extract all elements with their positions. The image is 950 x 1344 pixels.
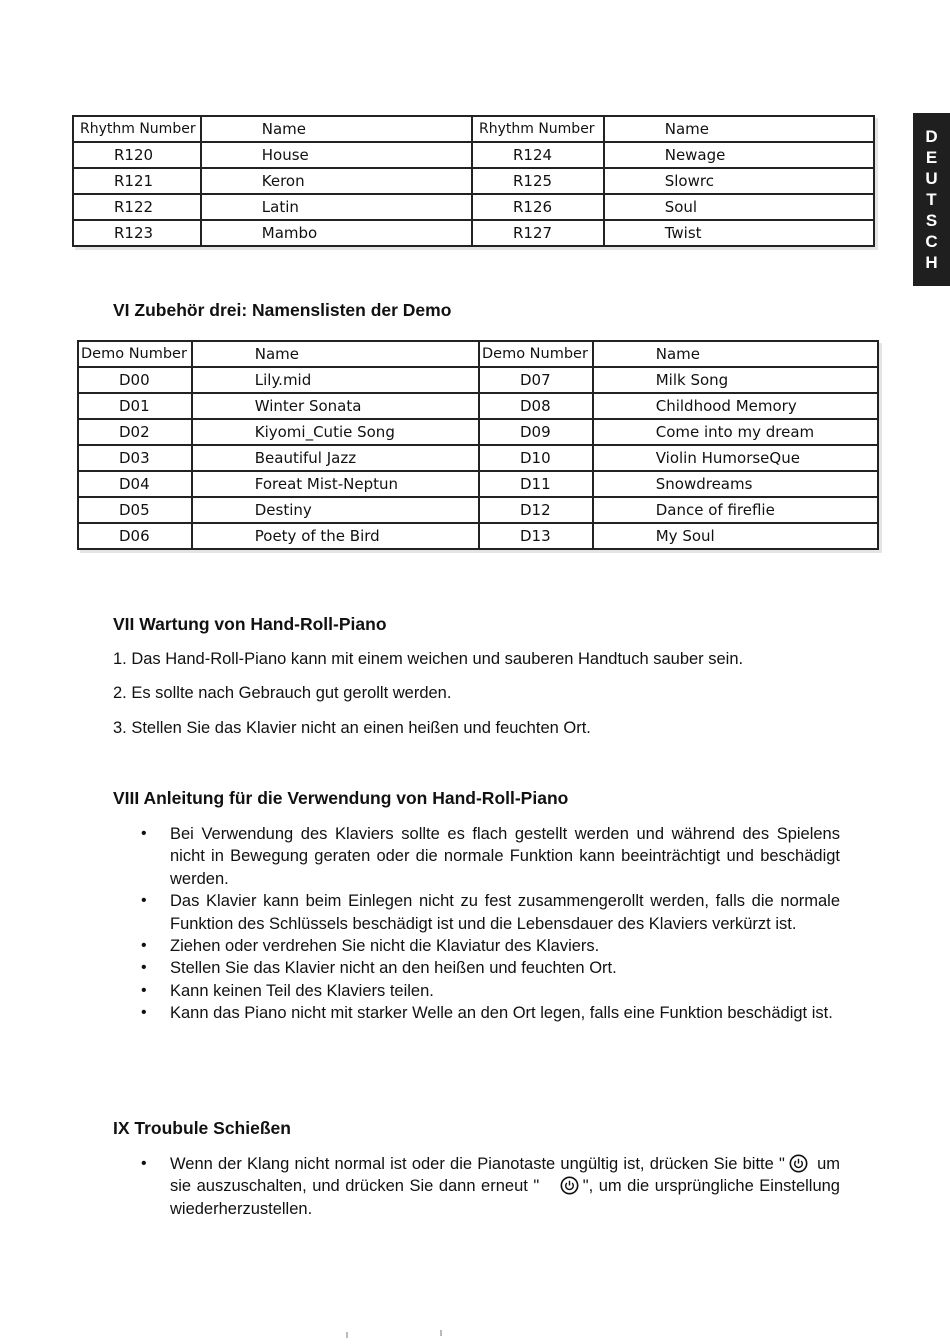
table-row (73, 168, 874, 194)
bullet-list (113, 1153, 840, 1220)
side-tab-letter: T (926, 190, 937, 209)
table-cell: Milk Song (593, 367, 878, 393)
list-item: • Stellen Sie das Klavier nicht an den heißen und feuchten Ort. (113, 957, 840, 979)
table-cell: D13 (479, 523, 593, 549)
table-row (73, 220, 874, 246)
table-cell: Poety of the Bird (192, 523, 479, 549)
list-item: • Das Klavier kann beim Einlegen nicht zu fest zusammengerollt werden, falls die normale Funktion des Schlüssels beschädigt ist und die Lebensdauer des Klaviers verkürzt ist. (113, 890, 840, 935)
column-header: Rhythm Number (472, 116, 604, 142)
table-cell: Mambo (201, 220, 472, 246)
section-heading: VII Wartung von Hand-Roll-Piano (113, 614, 387, 634)
table-cell: R122 (73, 194, 201, 220)
table-cell: Winter Sonata (192, 393, 479, 419)
column-header: Demo Number (479, 341, 593, 367)
section-heading: IX Troubule Schießen (113, 1118, 291, 1138)
table-cell: D11 (479, 471, 593, 497)
table-row (78, 393, 878, 419)
column-header: Name (201, 116, 472, 142)
table-cell: Kiyomi_Cutie Song (192, 419, 479, 445)
table-cell: My Soul (593, 523, 878, 549)
table-row (78, 471, 878, 497)
table-cell: House (201, 142, 472, 168)
table-cell: R120 (73, 142, 201, 168)
side-tab-letter: C (925, 232, 938, 251)
scan-mark (440, 1330, 442, 1336)
instruction-text: um sie auszuschalten, und drücken Sie dann erneut " (170, 1155, 840, 1196)
column-header: Name (604, 116, 874, 142)
table-cell: Come into my dream (593, 419, 878, 445)
table-cell: Violin HumorseQue (593, 445, 878, 471)
table-row (78, 445, 878, 471)
table-cell: Foreat Mist-Neptun (192, 471, 479, 497)
table-cell: D02 (78, 419, 192, 445)
power-icon (789, 1154, 808, 1173)
table-cell: R124 (472, 142, 604, 168)
table-header-row (73, 116, 874, 142)
table-cell: R127 (472, 220, 604, 246)
table-header-row (78, 341, 878, 367)
list-item: • Bei Verwendung des Klaviers sollte es flach gestellt werden und während des Spielens nicht in Bewegung geraten oder die normale Funktion kann beeinträchtigt und beschädigt werden. (113, 823, 840, 890)
side-tab-letter: D (925, 127, 938, 146)
table-cell: D08 (479, 393, 593, 419)
side-tab-letter: E (925, 148, 938, 167)
table-cell: D04 (78, 471, 192, 497)
table-cell: Snowdreams (593, 471, 878, 497)
side-tab-letter: H (925, 253, 938, 272)
table-cell: Soul (604, 194, 874, 220)
table-row (78, 497, 878, 523)
list-item: • Kann keinen Teil des Klaviers teilen. (113, 980, 840, 1002)
table-cell: Beautiful Jazz (192, 445, 479, 471)
column-header: Demo Number (78, 341, 192, 367)
table-cell: R123 (73, 220, 201, 246)
table-cell: Slowrc (604, 168, 874, 194)
table-cell: D00 (78, 367, 192, 393)
table-row (73, 194, 874, 220)
table-cell: D03 (78, 445, 192, 471)
power-icon (560, 1176, 579, 1195)
table-cell: D05 (78, 497, 192, 523)
list-item: • Ziehen oder verdrehen Sie nicht die Klaviatur des Klaviers. (113, 935, 840, 957)
numbered-item: 3. Stellen Sie das Klavier nicht an einen heißen und feuchten Ort. (113, 719, 591, 737)
table-cell: Dance of fireflie (593, 497, 878, 523)
table-cell: D07 (479, 367, 593, 393)
table-cell: Keron (201, 168, 472, 194)
column-header: Rhythm Number (73, 116, 201, 142)
table-cell: Twist (604, 220, 874, 246)
table-row (78, 419, 878, 445)
numbered-item: 1. Das Hand-Roll-Piano kann mit einem weichen und sauberen Handtuch sauber sein. (113, 650, 744, 668)
list-item: • Kann das Piano nicht mit starker Welle an den Ort legen, falls eine Funktion beschädigt ist. (113, 1002, 840, 1024)
table-cell: R125 (472, 168, 604, 194)
table-cell: Destiny (192, 497, 479, 523)
table-row (73, 142, 874, 168)
table-cell: R126 (472, 194, 604, 220)
scan-mark (346, 1332, 348, 1338)
column-header: Name (192, 341, 479, 367)
table-cell: D01 (78, 393, 192, 419)
section-heading: VIII Anleitung für die Verwendung von Hand-Roll-Piano (113, 788, 569, 808)
instruction-text: Wenn der Klang nicht normal ist oder die Pianotaste ungültig ist, drücken Sie bitte " (170, 1155, 785, 1173)
table-row (78, 523, 878, 549)
numbered-item: 2. Es sollte nach Gebrauch gut gerollt werden. (113, 684, 452, 702)
table-row (78, 367, 878, 393)
bullet-list (113, 823, 840, 1025)
table-cell: Childhood Memory (593, 393, 878, 419)
side-tab-letter: S (925, 211, 938, 230)
table-cell: D09 (479, 419, 593, 445)
rhythm-table (72, 115, 875, 247)
table-cell: Newage (604, 142, 874, 168)
table-cell: Latin (201, 194, 472, 220)
instruction-text: ", um die ursprüngliche Einstellung wiederherzustellen. (170, 1177, 840, 1218)
table-cell: R121 (73, 168, 201, 194)
section-heading: VI Zubehör drei: Namenslisten der Demo (113, 300, 452, 320)
table-cell: D10 (479, 445, 593, 471)
table-cell: D06 (78, 523, 192, 549)
table-cell: D12 (479, 497, 593, 523)
language-side-tab (913, 113, 950, 286)
demo-table (77, 340, 879, 550)
table-cell: Lily.mid (192, 367, 479, 393)
column-header: Name (593, 341, 878, 367)
side-tab-letter: U (925, 169, 938, 188)
list-item (113, 1153, 840, 1220)
